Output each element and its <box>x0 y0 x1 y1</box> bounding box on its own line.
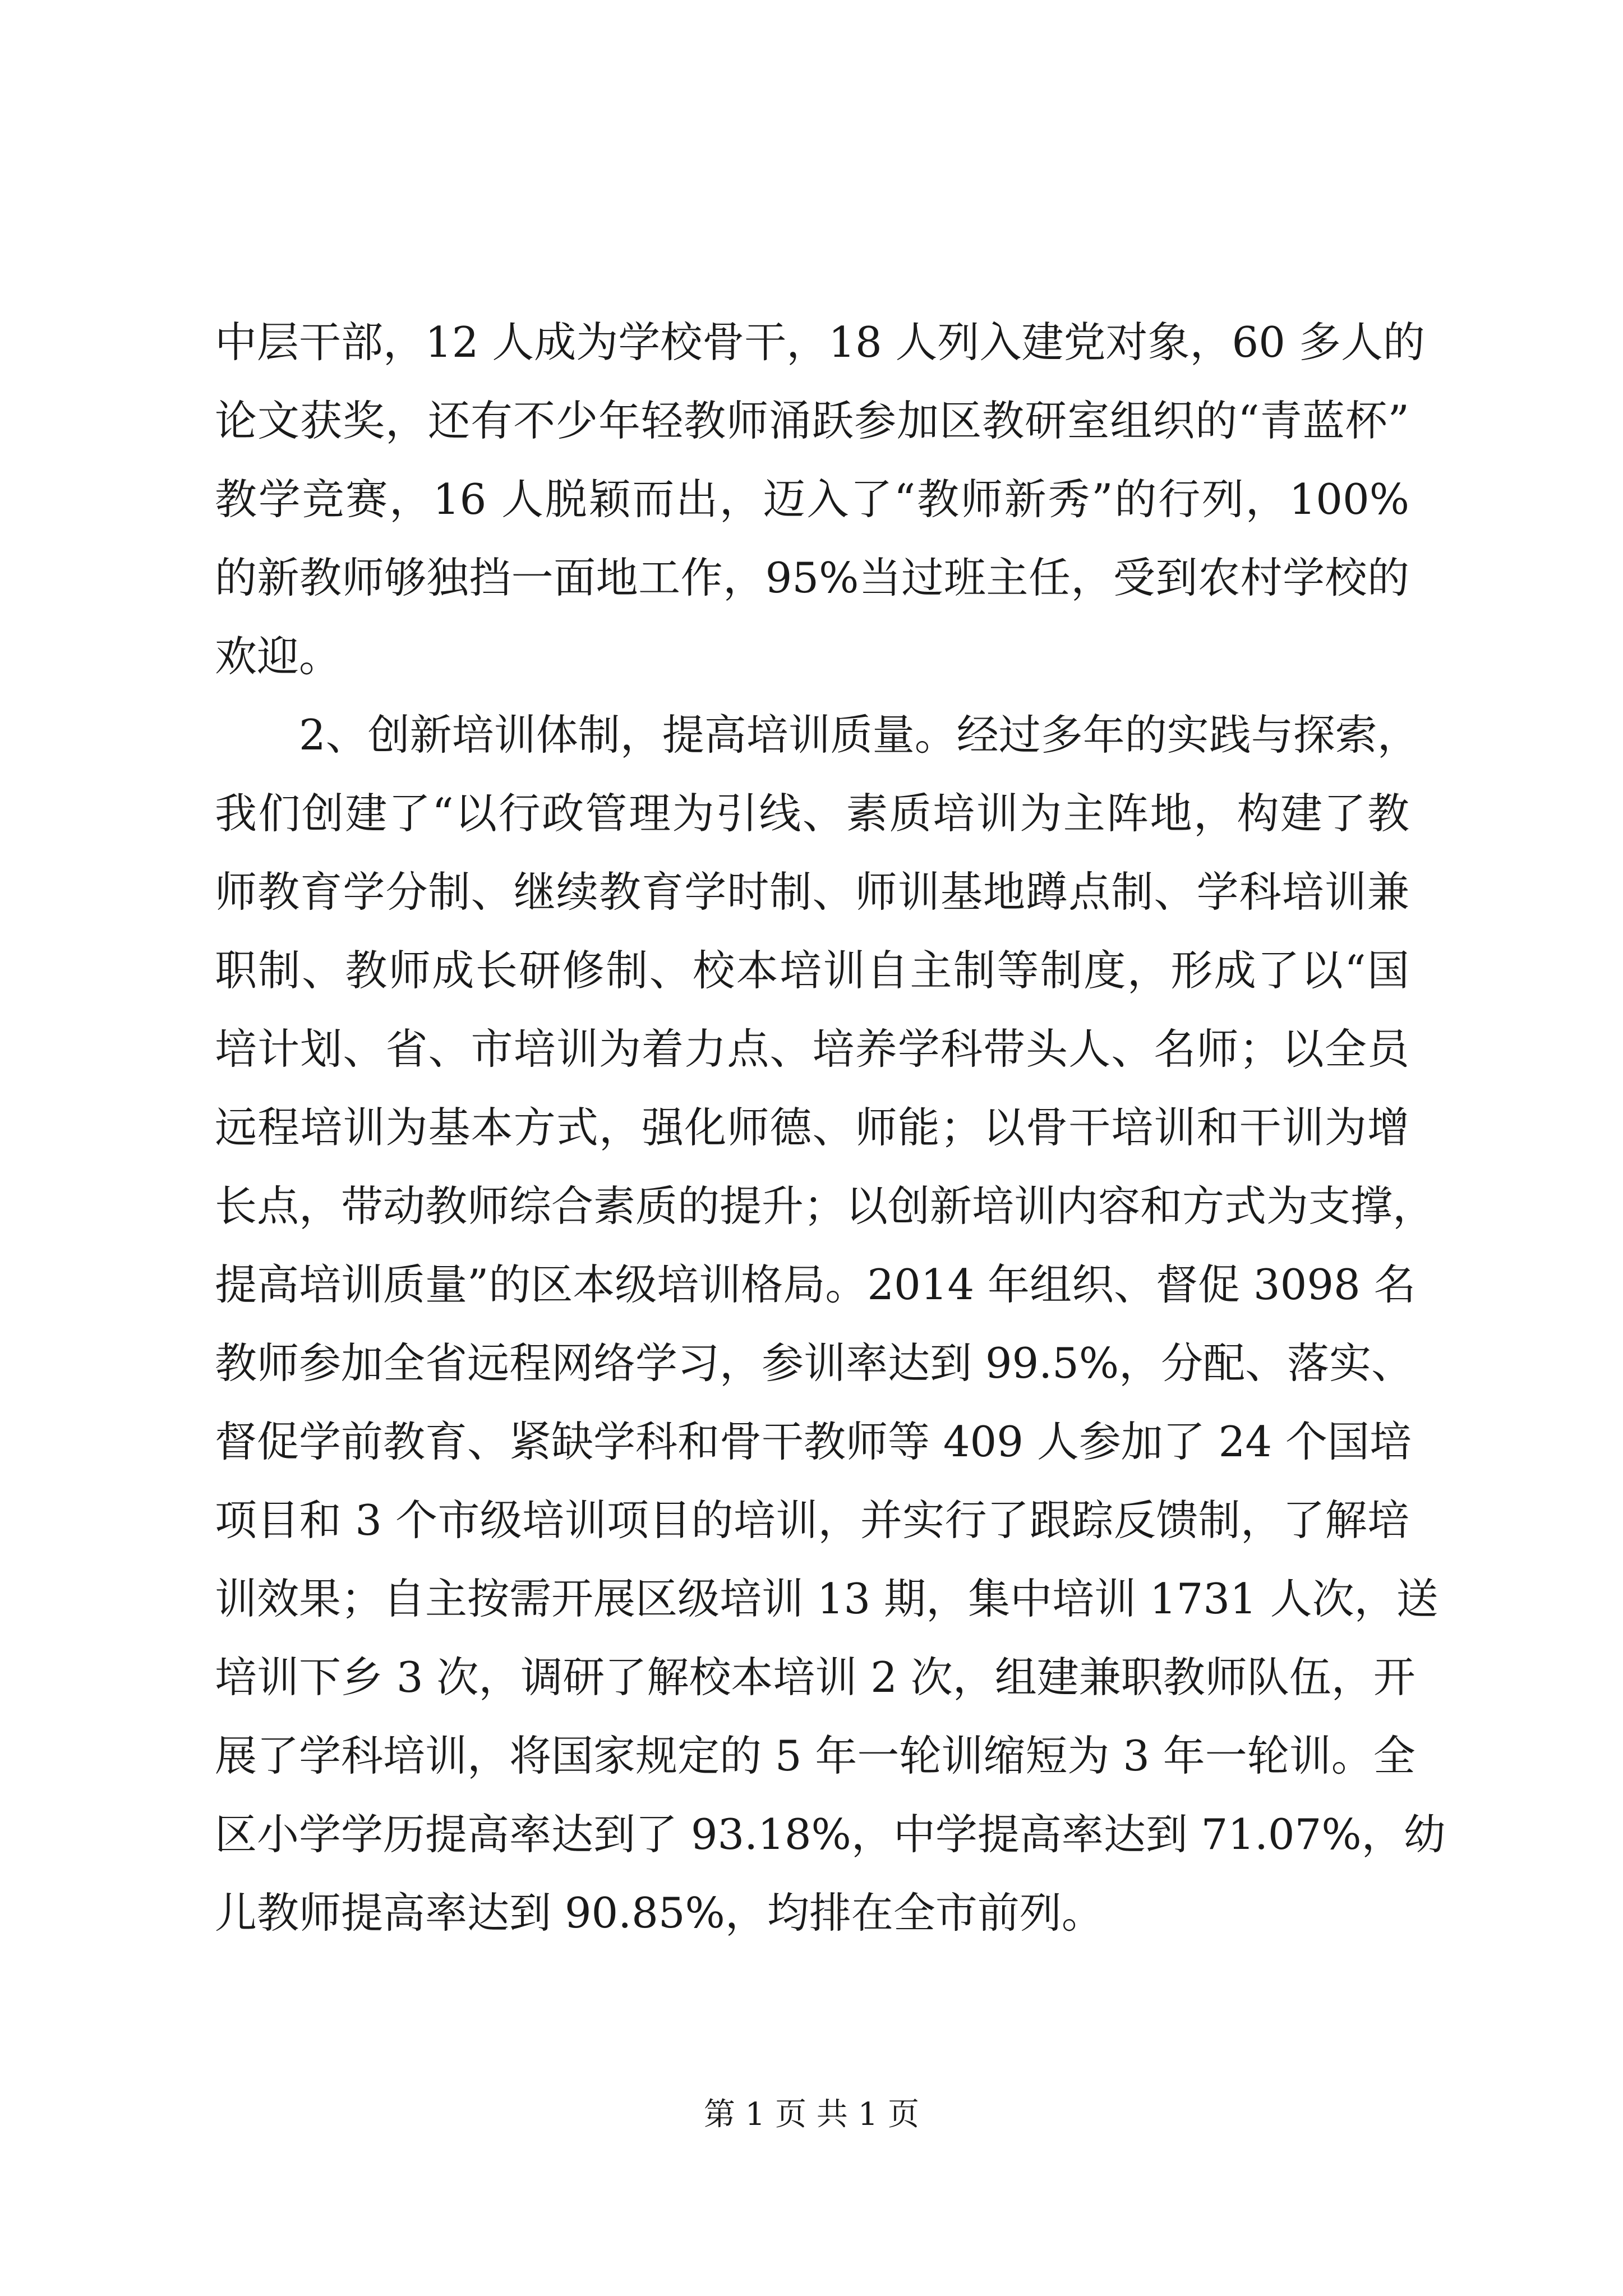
page-footer <box>0 2092 1623 2137</box>
text-line: 儿教师提高率达到 90.85%，均排在全市前列。 <box>215 1888 1104 1938</box>
text-line: 远程培训为基本方式，强化师德、师能；以骨干培训和干训为增 <box>215 1103 1409 1152</box>
document-body <box>215 303 1446 1952</box>
text-line: 训效果；自主按需开展区级培训 13 期，集中培训 1731 人次，送 <box>215 1574 1438 1623</box>
text-line: 的新教师够独挡一面地工作，95%当过班主任，受到农村学校的 <box>215 553 1409 602</box>
text-line: 展了学科培训，将国家规定的 5 年一轮训缩短为 3 年一轮训。全 <box>215 1731 1415 1780</box>
text-line: 区小学学历提高率达到了 93.18%，中学提高率达到 71.07%，幼 <box>215 1810 1446 1859</box>
text-line: 长点，带动教师综合素质的提升；以创新培训内容和方式为支撑， <box>215 1181 1435 1231</box>
text-line: 教师参加全省远程网络学习，参训率达到 99.5%，分配、落实、 <box>215 1338 1414 1388</box>
text-line: 师教育学分制、继续教育学时制、师训基地蹲点制、学科培训兼 <box>215 867 1409 917</box>
text-line: 教学竞赛，16 人脱颖而出，迈入了“教师新秀”的行列，100% <box>215 475 1409 524</box>
text-line: 论文获奖，还有不少年轻教师涌跃参加区教研室组织的“青蓝杯” <box>215 396 1409 445</box>
text-line: 提高培训质量”的区本级培训格局。2014 年组织、督促 3098 名 <box>215 1260 1416 1309</box>
text-line: 欢迎。 <box>215 632 342 681</box>
text-line: 职制、教师成长研修制、校本培训自主制等制度，形成了以“国 <box>215 946 1409 995</box>
text-line: 2、创新培训体制，提高培训质量。经过多年的实践与探索， <box>299 710 1419 760</box>
page-number: 第 1 页 共 1 页 <box>703 2096 920 2133</box>
text-line: 培计划、省、市培训为着力点、培养学科带头人、名师；以全员 <box>215 1024 1409 1074</box>
text-line: 我们创建了“以行政管理为引线、素质培训为主阵地，构建了教 <box>215 789 1409 838</box>
paragraph <box>215 303 1425 696</box>
text-line: 督促学前教育、紧缺学科和骨干教师等 409 人参加了 24 个国培 <box>215 1417 1412 1466</box>
paragraph <box>215 696 1446 1952</box>
text-line: 中层干部，12 人成为学校骨干，18 人列入建党对象，60 多人的 <box>215 318 1425 367</box>
text-line: 项目和 3 个市级培训项目的培训，并实行了跟踪反馈制，了解培 <box>215 1496 1409 1545</box>
text-line: 培训下乡 3 次，调研了解校本培训 2 次，组建兼职教师队伍，开 <box>215 1653 1415 1702</box>
